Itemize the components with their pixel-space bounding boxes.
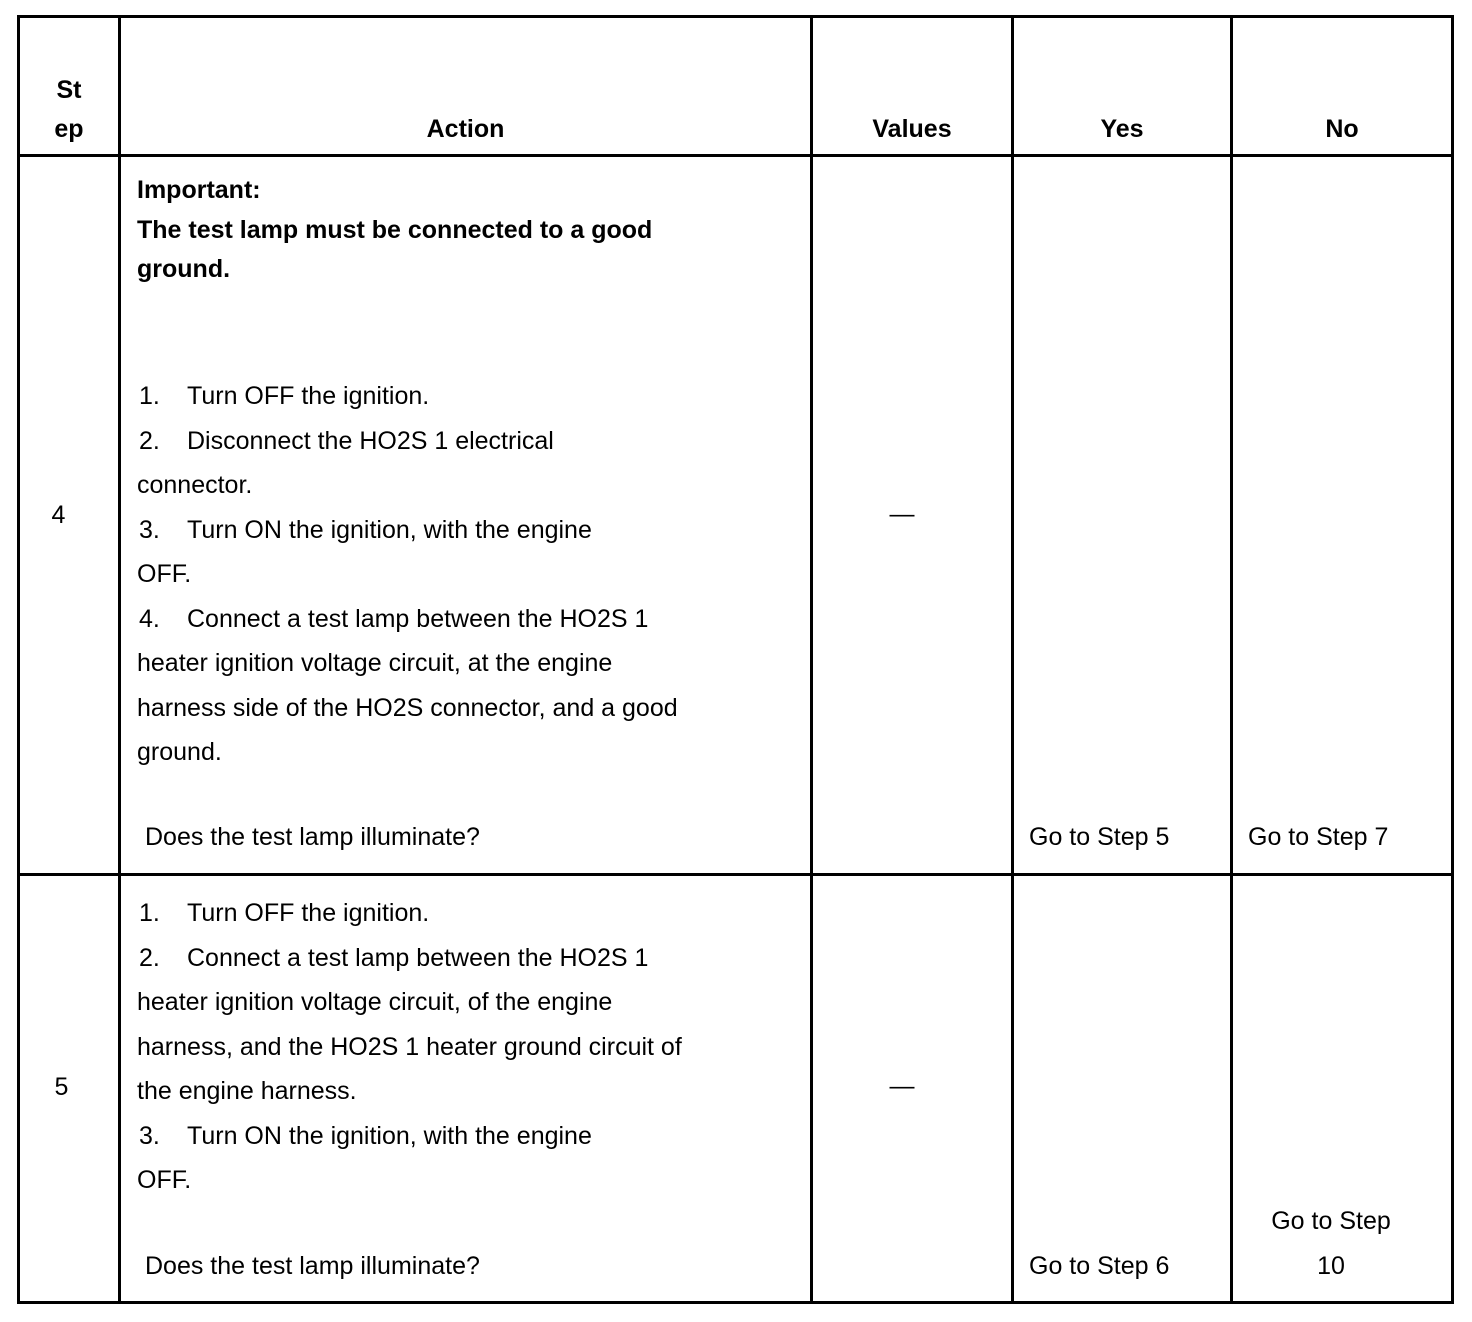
row-4-value: — (889, 500, 915, 528)
list-item-text: Connect a test lamp between the HO2S 1 (187, 943, 649, 972)
list-item-continuation: OFF. (137, 560, 192, 588)
list-item-continuation: the engine harness. (137, 1077, 357, 1105)
list-item-number: 2. (139, 426, 160, 455)
table-border-top (17, 15, 1454, 18)
table-border-bottom (17, 1301, 1454, 1304)
row-4-question: Does the test lamp illuminate? (145, 823, 480, 851)
row-5-no (1233, 1199, 1429, 1288)
list-item-number: 1. (139, 382, 160, 410)
row-5-yes: Go to Step 6 (1029, 1252, 1170, 1280)
header-divider (17, 154, 1454, 157)
list-item (137, 374, 678, 419)
list-item-text: Disconnect the HO2S 1 electrical (187, 426, 554, 455)
row-4-important (137, 171, 652, 290)
column-divider-yes (1230, 15, 1233, 1304)
list-item (137, 508, 678, 553)
list-item-continuation: connector. (137, 471, 253, 499)
row-divider (17, 873, 1454, 876)
row-4-steps-list (137, 374, 678, 775)
important-label: Important: (137, 176, 261, 204)
list-item-continuation: harness, and the HO2S 1 heater ground circuit of (137, 1032, 682, 1061)
header-step-line-1: St (56, 76, 82, 104)
header-yes: Yes (1100, 115, 1144, 143)
header-no: No (1325, 115, 1359, 143)
list-item-continuation: heater ignition voltage circuit, of the engine (137, 988, 613, 1016)
list-item (137, 597, 678, 642)
list-item (137, 419, 678, 464)
table-border-left (17, 15, 20, 1304)
list-item-text: Turn OFF the ignition. (187, 899, 430, 927)
list-item-number: 3. (139, 515, 160, 544)
row-4-yes: Go to Step 5 (1029, 823, 1170, 851)
diagnostic-table (17, 15, 1454, 1304)
list-item-number: 4. (139, 604, 160, 633)
list-item (137, 936, 682, 981)
row-5-no-line-1: Go to Step (1271, 1207, 1391, 1235)
row-4-no: Go to Step 7 (1248, 823, 1389, 851)
row-5-step: 5 (54, 1073, 69, 1101)
table-border-right (1451, 15, 1454, 1304)
list-item-continuation: OFF. (137, 1166, 192, 1194)
list-item-text: Turn ON the ignition, with the engine (187, 515, 592, 544)
row-5-steps-list (137, 891, 682, 1203)
row-5-no-line-2: 10 (1317, 1251, 1345, 1280)
header-step (20, 71, 118, 149)
column-divider-values (1011, 15, 1014, 1304)
list-item-text: Connect a test lamp between the HO2S 1 (187, 604, 649, 633)
list-item-continuation: harness side of the HO2S connector, and a good (137, 693, 678, 722)
list-item-continuation: ground. (137, 738, 222, 766)
header-values: Values (872, 115, 952, 143)
list-item-text: Turn OFF the ignition. (187, 382, 430, 410)
list-item-number: 1. (139, 899, 160, 927)
row-5-value: — (889, 1072, 915, 1100)
important-text-line-1: The test lamp must be connected to a good (137, 215, 653, 244)
list-item-continuation: heater ignition voltage circuit, at the engine (137, 649, 613, 677)
list-item-number: 3. (139, 1121, 160, 1150)
column-divider-action (810, 15, 813, 1304)
row-4-step: 4 (51, 501, 66, 529)
header-step-line-2: ep (54, 115, 84, 143)
list-item (137, 1114, 682, 1159)
list-item-text: Turn ON the ignition, with the engine (187, 1121, 592, 1150)
header-action: Action (426, 115, 505, 143)
list-item-number: 2. (139, 943, 160, 972)
list-item (137, 891, 682, 936)
row-5-question: Does the test lamp illuminate? (145, 1252, 480, 1280)
important-text-line-2: ground. (137, 255, 231, 283)
column-divider-step (118, 15, 121, 1304)
